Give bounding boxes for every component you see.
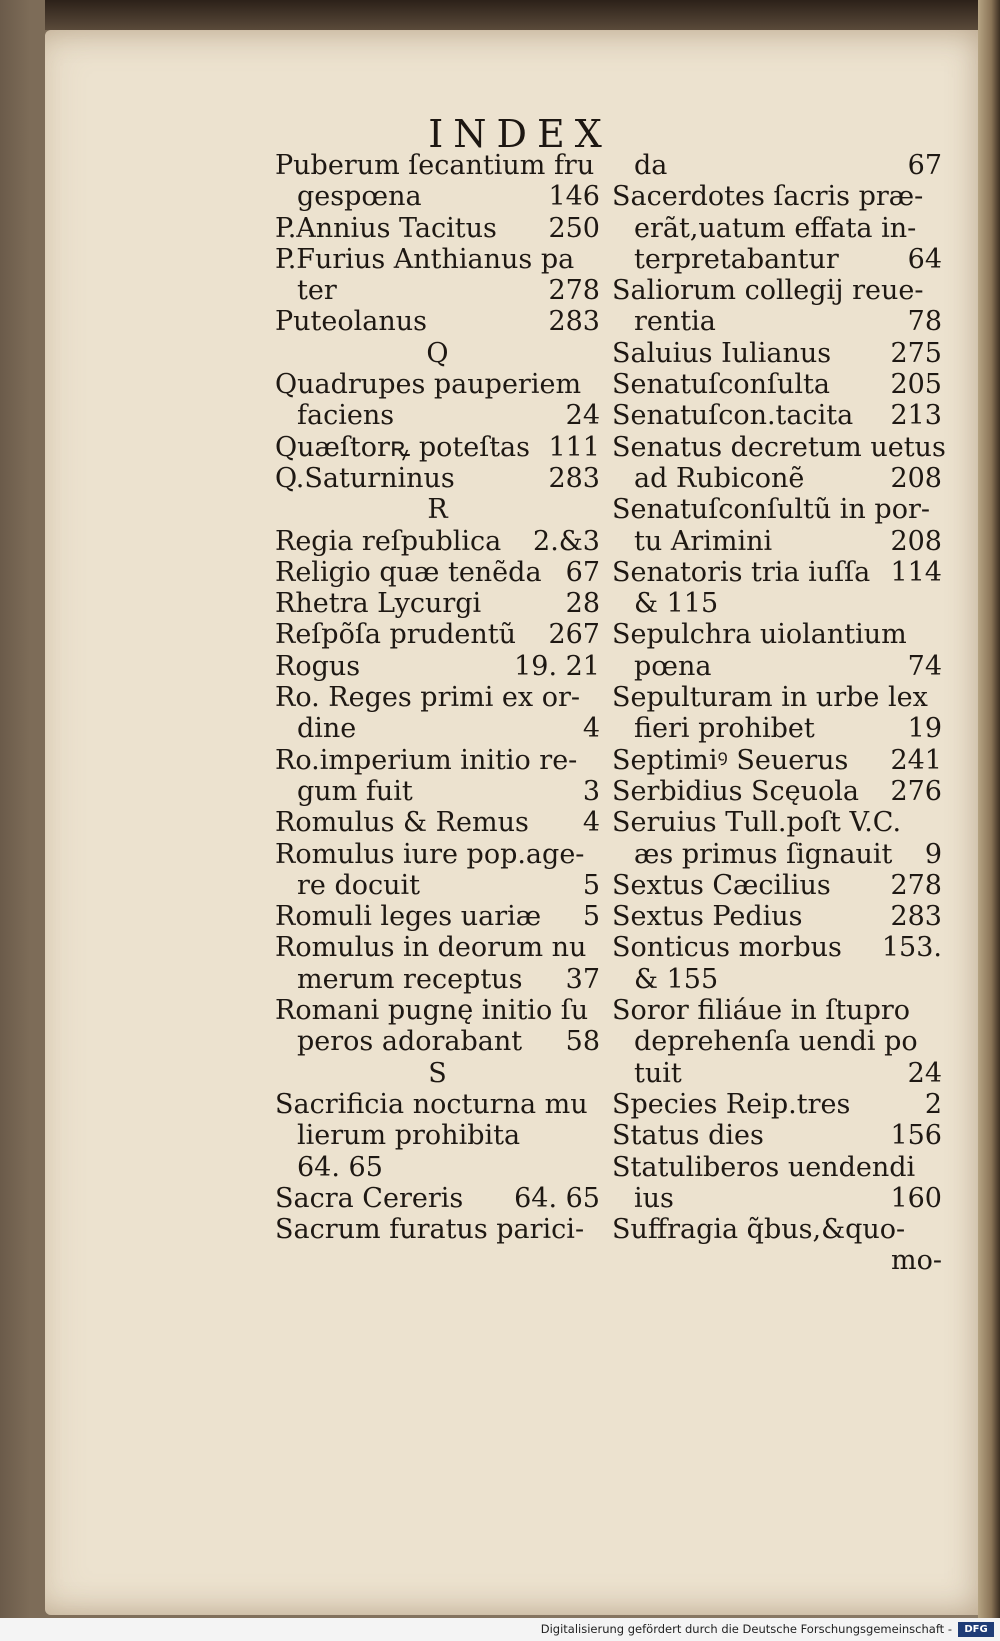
index-entry-text: Quæſtorꝶ poteſtas (275, 431, 531, 463)
index-entry-text: gum fuit (297, 775, 413, 807)
index-entry (275, 870, 600, 901)
index-entry-text: terpretabantur (634, 243, 839, 275)
index-entry-text: Rhetra Lycurgi (275, 588, 482, 620)
index-entry (612, 494, 942, 525)
index-entry (612, 682, 942, 713)
index-page-number: 78 (907, 306, 942, 338)
index-entry-text: Sextus Pedius (612, 901, 803, 933)
index-entry (612, 526, 942, 557)
index-entry-text: Rogus (275, 650, 361, 682)
index-entry (612, 306, 942, 337)
index-entry-text: mo- (891, 1245, 942, 1277)
index-entry (275, 995, 600, 1026)
index-entry (275, 713, 600, 744)
index-entry (612, 1058, 942, 1089)
index-entry-text: Ro.imperium initio re- (275, 744, 578, 776)
index-entry-text: merum receptus (297, 963, 523, 995)
index-letter-heading: Q (426, 337, 449, 369)
index-page-number: 208 (890, 525, 942, 557)
index-entry-text: Sacra Cereris (275, 1182, 464, 1214)
index-entry-text: Septimiꝰ Seuerus (612, 744, 849, 776)
index-page-number: 276 (890, 775, 942, 807)
index-entry-text: Serbidius Scęuola (612, 775, 860, 807)
index-entry-text: ter (297, 275, 337, 307)
index-entry (612, 1152, 942, 1183)
index-entry (612, 713, 942, 744)
index-entry-text: Sacrificia nocturna mu (275, 1088, 588, 1120)
index-letter-heading: S (428, 1057, 447, 1089)
index-page-number: 241 (890, 744, 942, 776)
index-entry (275, 1089, 600, 1120)
index-entry-text: Senatus decretum uetus (612, 431, 946, 463)
index-entry (612, 745, 942, 776)
index-entry (275, 1026, 600, 1057)
index-entry (275, 839, 600, 870)
index-entry (612, 400, 942, 431)
index-entry (612, 1183, 942, 1214)
book-fore-edge (978, 0, 1000, 1641)
index-entry (612, 807, 942, 838)
index-letter-heading: R (427, 494, 448, 526)
index-entry-text: Sonticus morbus (612, 932, 842, 964)
index-page-number: 250 (548, 212, 600, 244)
index-entry-text: erãt,uatum effata in- (634, 212, 917, 244)
index-entry (275, 338, 600, 369)
index-entry (275, 494, 600, 525)
index-entry (275, 1183, 600, 1214)
index-entry (612, 463, 942, 494)
index-entry (612, 651, 942, 682)
index-page-number: 3 (582, 775, 600, 807)
index-page-number: 19. 21 (514, 650, 600, 682)
index-page-number: 153. (881, 932, 942, 964)
index-entry (612, 275, 942, 306)
index-entry (275, 244, 600, 275)
digitization-footer (0, 1618, 1000, 1641)
index-entry (275, 932, 600, 963)
index-entry (612, 369, 942, 400)
index-entry-text: æs primus ſignauit (634, 838, 893, 870)
index-entry (275, 619, 600, 650)
index-entry (275, 1214, 600, 1245)
index-page-number: 205 (890, 369, 942, 401)
index-page-number: 267 (548, 619, 600, 651)
index-entry-text: Sepulchra uiolantium (612, 619, 907, 651)
index-entry (275, 557, 600, 588)
index-page-number: 9 (924, 838, 942, 870)
index-entry (612, 619, 942, 650)
index-entry (612, 932, 942, 963)
index-entry-text: Senatoris tria iuſſa (612, 556, 871, 588)
dfg-logo: DFG (958, 1622, 994, 1637)
index-page-number: 5 (582, 901, 600, 933)
index-page-number: 37 (565, 963, 600, 995)
index-entry (275, 526, 600, 557)
index-entry (612, 1026, 942, 1057)
index-entry (612, 995, 942, 1026)
index-entry-text: & 115 (634, 588, 719, 620)
index-entry-text: da (634, 150, 668, 181)
index-entry (275, 369, 600, 400)
index-page-number: 24 (907, 1057, 942, 1089)
index-page-number: 283 (548, 306, 600, 338)
index-page-number: 146 (548, 181, 600, 213)
index-entry (275, 432, 600, 463)
index-entry (275, 651, 600, 682)
index-page-number: 64. 65 (514, 1182, 600, 1214)
index-page-number: 67 (565, 556, 600, 588)
index-page-number: 2 (924, 1088, 942, 1120)
index-entry (275, 1120, 600, 1151)
index-entry (275, 901, 600, 932)
index-entry (612, 870, 942, 901)
index-entry-text: Suffragia q̃bus,&quo- (612, 1214, 906, 1246)
index-page-number: 278 (890, 869, 942, 901)
index-entry-text: fieri prohibet (634, 713, 815, 745)
index-page-number: 114 (890, 556, 942, 588)
index-column-right (612, 150, 946, 1277)
index-entry-text: tuit (634, 1057, 682, 1089)
index-entry (612, 181, 942, 212)
index-entry (612, 213, 942, 244)
index-entry (612, 1089, 942, 1120)
index-entry-text: Sepulturam in urbe lex (612, 682, 928, 714)
index-entry (612, 588, 942, 619)
index-entry-text: lierum prohibita (297, 1120, 521, 1152)
index-entry (275, 306, 600, 337)
index-page-number: 4 (582, 713, 600, 745)
index-entry (275, 588, 600, 619)
index-page-number: 24 (565, 400, 600, 432)
index-page-number: 2.&3 (533, 525, 600, 557)
index-entry (275, 964, 600, 995)
index-entry-text: Romuli leges uariæ (275, 901, 542, 933)
index-page-number: 208 (890, 462, 942, 494)
index-entry (612, 1214, 942, 1245)
index-entry-text: Sacerdotes ſacris præ- (612, 181, 924, 213)
index-column-left (275, 150, 600, 1245)
index-entry-text: faciens (297, 400, 395, 432)
index-entry-text: Romulus in deorum nu (275, 932, 587, 964)
index-page-number: 28 (565, 588, 600, 620)
index-entry-text: Senatuſconſulta (612, 369, 830, 401)
index-entry-text: P.Annius Tacitus (275, 212, 497, 244)
index-entry (275, 275, 600, 306)
index-entry-text: Senatuſcon.tacita (612, 400, 854, 432)
index-entry (275, 682, 600, 713)
index-page-number: 160 (890, 1182, 942, 1214)
index-page-number: 111 (548, 431, 600, 463)
index-entry-text: Regia reſpublica (275, 525, 502, 557)
index-page-number: 156 (890, 1120, 942, 1152)
index-entry-text: P.Furius Anthianus pa (275, 243, 575, 275)
index-page-number: 19 (907, 713, 942, 745)
index-page-number: 74 (907, 650, 942, 682)
index-page-number: 58 (565, 1026, 600, 1058)
index-entry-text: Puberum ſecantium fru (275, 150, 595, 181)
index-heading: INDEX (428, 112, 612, 156)
index-entry-text: dine (297, 713, 357, 745)
index-page-number: 213 (890, 400, 942, 432)
index-page-number: 283 (890, 901, 942, 933)
index-page-number: 64 (907, 243, 942, 275)
index-entry-text: Sextus Cæcilius (612, 869, 831, 901)
index-page-number: 4 (582, 807, 600, 839)
index-entry (275, 400, 600, 431)
index-entry-text: Quadrupes pauperiem (275, 369, 582, 401)
index-entry-text: Species Reip.tres (612, 1088, 851, 1120)
index-entry-text: Romulus & Remus (275, 807, 529, 839)
footer-text: Digitalisierung gefördert durch die Deutsche Forschungsgemeinschaft - (540, 1622, 952, 1636)
index-entry (612, 964, 942, 995)
index-entry (275, 776, 600, 807)
index-entry-text: & 155 (634, 963, 719, 995)
index-entry (612, 1120, 942, 1151)
index-entry (275, 463, 600, 494)
index-entry-text: deprehenſa uendi po (634, 1026, 918, 1058)
index-page-number: 278 (548, 275, 600, 307)
index-entry-text: Senatuſconſultũ in por- (612, 494, 930, 526)
index-entry-text: pœna (634, 650, 712, 682)
index-entry (612, 839, 942, 870)
index-entry (612, 901, 942, 932)
index-entry-text: Saliorum collegij reue- (612, 275, 924, 307)
index-entry (275, 745, 600, 776)
index-entry-text: ius (634, 1182, 674, 1214)
index-entry (275, 213, 600, 244)
index-entry (612, 431, 946, 463)
index-entry (275, 150, 600, 181)
index-entry-text: 64. 65 (297, 1151, 383, 1183)
index-entry-text: Saluius Iulianus (612, 337, 832, 369)
index-entry-text: Status dies (612, 1120, 764, 1152)
index-page-number: 5 (582, 869, 600, 901)
index-entry-text: ad Rubiconẽ (634, 462, 805, 494)
index-page-number: 275 (890, 337, 942, 369)
index-page-number: 283 (548, 462, 600, 494)
book-top-edge (45, 0, 1000, 30)
index-entry-text: tu Arimini (634, 525, 773, 557)
index-entry-text: Reſpõſa prudentũ (275, 619, 516, 651)
index-entry (612, 557, 942, 588)
index-entry-text: Ro. Reges primi ex or- (275, 682, 581, 714)
index-entry (275, 807, 600, 838)
index-entry-text: Romani pugnę initio ſu (275, 995, 589, 1027)
index-entry-text: Religio quæ tenẽda (275, 556, 542, 588)
index-entry-text: Romulus iure pop.age- (275, 838, 585, 870)
index-entry (612, 776, 942, 807)
index-entry-text: peros adorabant (297, 1026, 523, 1058)
index-entry-text: Puteolanus (275, 306, 428, 338)
index-entry (612, 150, 942, 181)
index-entry-text: gespœna (297, 181, 422, 213)
index-entry-text: Soror filiáue in ſtupro (612, 995, 911, 1027)
index-entry (612, 244, 942, 275)
index-entry-text: Sacrum furatus parici- (275, 1214, 585, 1246)
index-entry-text: Q.Saturninus (275, 462, 455, 494)
index-entry (275, 181, 600, 212)
index-entry-text: rentia (634, 306, 716, 338)
index-entry-text: Statuliberos uendendi (612, 1151, 916, 1183)
index-entry (275, 1058, 600, 1089)
index-entry-text: re docuit (297, 869, 421, 901)
index-entry (275, 1152, 600, 1183)
index-page-number: 67 (907, 150, 942, 181)
index-entry (612, 338, 942, 369)
index-entry-text: Seruius Tull.poſt V.C. (612, 807, 902, 839)
index-entry (612, 1245, 942, 1276)
